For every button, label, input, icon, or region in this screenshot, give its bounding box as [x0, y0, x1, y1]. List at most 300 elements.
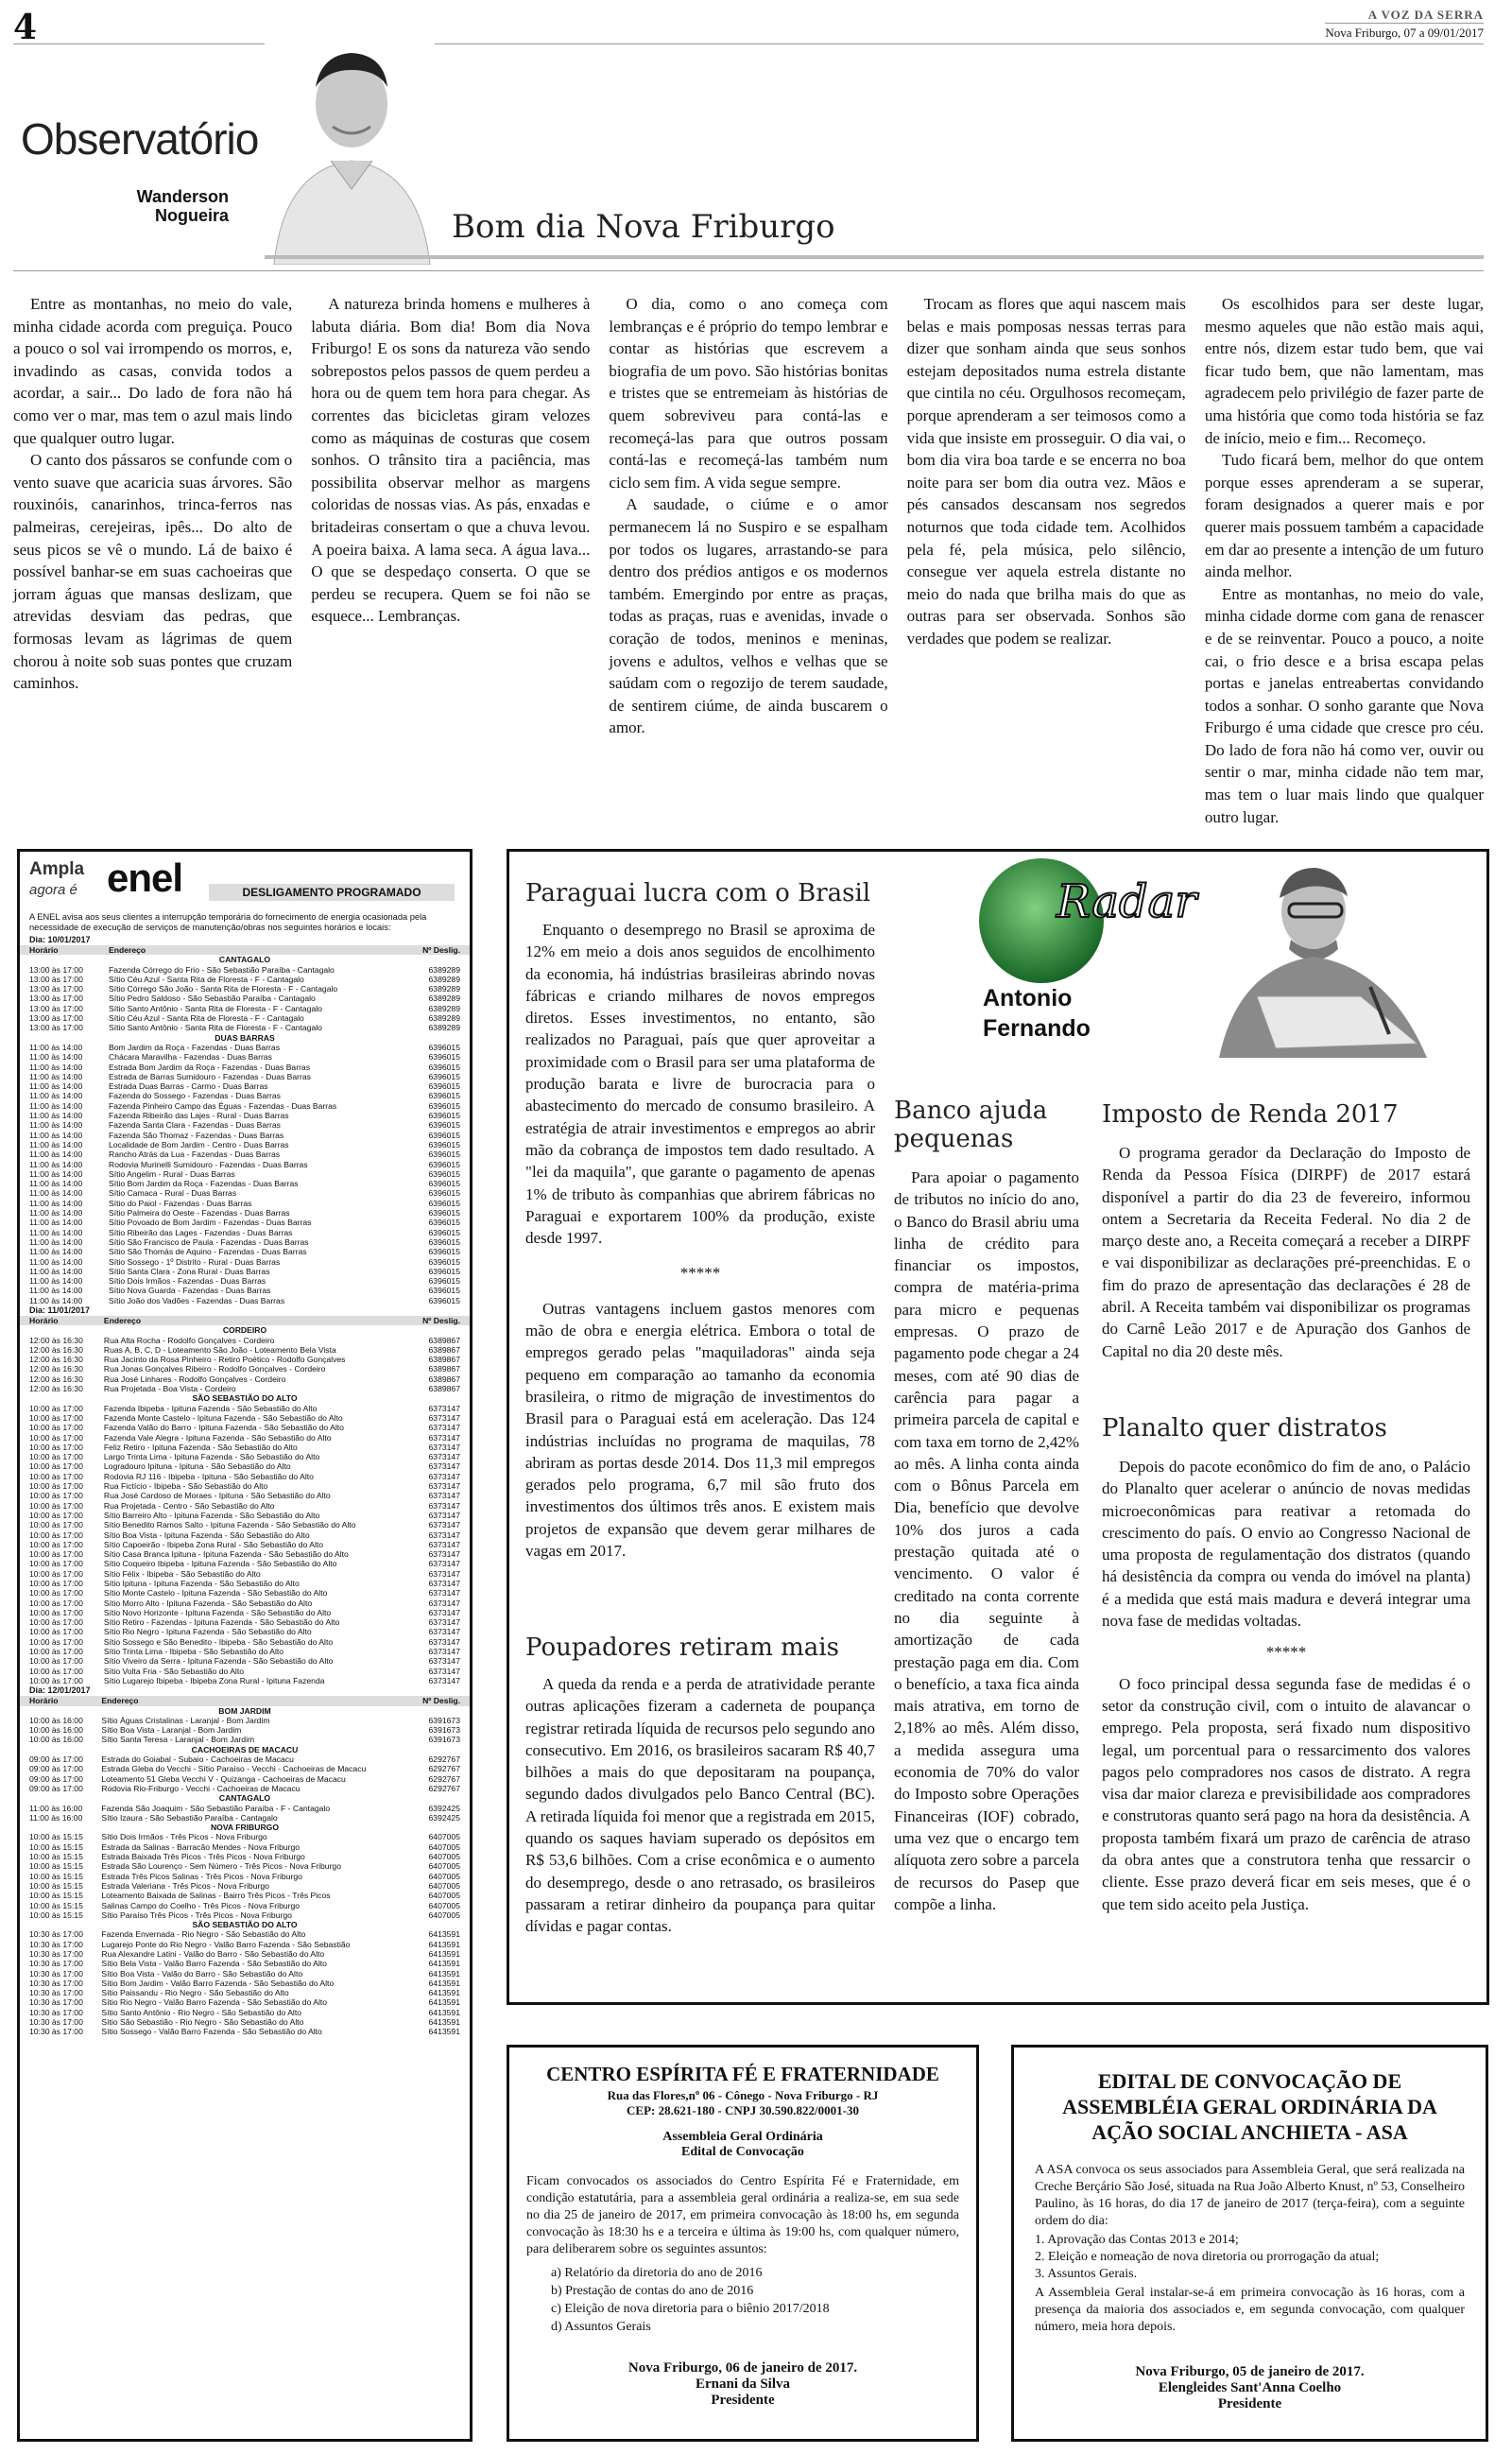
- outage-city-row: [20, 1793, 470, 1803]
- outage-row: [20, 1540, 470, 1549]
- article-column-3: [609, 293, 887, 785]
- outage-time: 10:00 às 17:00: [29, 1627, 83, 1637]
- outage-number: 6396015: [428, 1198, 460, 1208]
- outage-address: Fazenda Monte Castelo - Ipituna Fazenda - São Sebastião do Alto: [103, 1412, 343, 1423]
- outage-number: 6389289: [428, 1023, 460, 1033]
- outage-row: [20, 1013, 470, 1023]
- outage-time: 11:00 às 16:00: [29, 1812, 83, 1823]
- outage-number: 6396015: [428, 1227, 460, 1237]
- outage-row: [20, 1140, 470, 1149]
- outage-address: Lugarejo Ponte do Rio Negro - Valão Barro Fazenda - São Sebastião: [101, 1939, 351, 1949]
- outage-time: 11:00 às 14:00: [29, 1149, 83, 1160]
- outage-time: 11:00 às 14:00: [29, 1236, 83, 1247]
- outage-address: Rancho Atrás da Lua - Fazendas - Duas Barras: [108, 1149, 281, 1160]
- outage-row: [20, 1023, 470, 1032]
- outage-col-number: Nº Deslig.: [403, 1316, 470, 1325]
- outage-row: [20, 1832, 470, 1841]
- outage-number: 6413591: [428, 1988, 460, 1998]
- outage-address: Loteamento 51 Gleba Vecchi V - Quizanga - Cachoeiras de Macacu: [101, 1773, 346, 1784]
- banco-article: [894, 1097, 1079, 1915]
- outage-time: 13:00 às 17:00: [29, 1003, 83, 1013]
- outage-number: 6389289: [428, 994, 460, 1004]
- outage-number: 6292767: [428, 1773, 460, 1784]
- outage-address: Sítio Sossego - Valão Barro Fazenda - São Sebastião do Alto: [101, 2027, 322, 2037]
- outage-row: [20, 1617, 470, 1627]
- outage-number: 6292767: [428, 1754, 460, 1765]
- poupadores-article: [525, 1633, 875, 1938]
- outage-address: Sítio Dois Irmãos - Três Picos - Nova Friburgo: [101, 1832, 267, 1842]
- outage-time: 10:00 às 17:00: [29, 1481, 83, 1492]
- outage-row: [20, 1764, 470, 1773]
- outage-time: 11:00 às 14:00: [29, 1286, 83, 1296]
- outage-time: 10:30 às 17:00: [29, 1978, 83, 1988]
- outage-time: 11:00 às 14:00: [29, 1100, 83, 1111]
- outage-number: 6396015: [428, 1236, 460, 1247]
- outage-address: Sítio Félix - Ibipeba - São Sebastião do Alto: [103, 1568, 261, 1579]
- outage-row: [20, 1131, 470, 1140]
- outage-address: Sítio São Francisco de Paula - Fazendas - Duas Barras: [108, 1236, 309, 1247]
- outage-time: 13:00 às 17:00: [29, 994, 83, 1004]
- outage-number: 6389867: [428, 1355, 460, 1365]
- outage-time: 10:00 às 17:00: [29, 1675, 83, 1685]
- outage-time: 10:00 às 17:00: [29, 1529, 83, 1540]
- outage-address: Sítio Dois Irmãos - Fazendas - Duas Barras: [108, 1276, 266, 1287]
- outage-address: Sítio Céu Azul - Santa Rita de Floresta - F - Cantagalo: [108, 974, 304, 984]
- outage-number: 6396015: [428, 1188, 460, 1199]
- outage-city: CANTAGALO: [218, 955, 271, 965]
- outage-address: Sítio Capoeirão - Ibipeba Zona Rural - São Sebastião do Alto: [103, 1539, 324, 1549]
- cefe-item: a) Relatório da diretoria do ano de 2016: [551, 2266, 763, 2280]
- outage-time: 10:00 às 17:00: [29, 1412, 83, 1423]
- cefe-title: CENTRO ESPÍRITA FÉ E FRATERNIDADE: [546, 2063, 939, 2085]
- paraguai-title: Paraguai lucra com o Brasil: [525, 879, 871, 907]
- article-paragraph: Trocam as flores que aqui nascem mais belas e mais pomposas nessas terras para dizer que sonham ainda que seus sonhos estejam depositados numa estrela distante que cintila no céu. Orgulhosos recomeçam, porque aprenderam a ser teimosos como a vida que insiste em prosseguir. O dia vai, o bom dia vira boa tarde e se encerra no boa noite para ser bom dia outra vez. Mãos e pés cansados descansam nos segredos noturnos que toda cidade tem. Acolhidos pela fé, pela música, pelo silêncio, consegue ver aquela estrela distante no meio do nada que brilha mais do que as outras para ser observada. Sonhos são verdades que podem se realizar.: [906, 295, 1186, 648]
- outage-time: 13:00 às 17:00: [29, 974, 83, 984]
- outage-address: Sítio Boa Vista - Valão do Barro - São Sebastião do Alto: [101, 1968, 303, 1979]
- outage-time: 10:00 às 17:00: [29, 1500, 83, 1511]
- planalto-paragraph: O foco principal dessa segunda fase de medidas é o setor da construção civil, com o intuito de alavancar o emprego. Pela proposta, será fixado num dispositivo legal, um porcentual para o ressarcimento dos valores pagos pelo compradores nos casos de distrato. A regra visa dar maior clareza e previsibilidade aos compradores e construtoras quanto será pago na hora da desistência. A proposta também fixará um prazo de carência de atraso da obra antes que a construtora tenha que ressarcir o cliente. Esse prazo deverá ficar em seis meses, que é o que tem sido aceito pela Justiça.: [1102, 1674, 1470, 1913]
- article-column-2: [311, 293, 590, 785]
- outage-time: 10:00 às 15:15: [29, 1832, 83, 1842]
- outage-city: DUAS BARRAS: [215, 1032, 275, 1043]
- outage-number: 6373147: [428, 1588, 460, 1599]
- outage-row: [20, 1667, 470, 1676]
- outage-address: Sítio Ribeirão das Lages - Fazendas - Duas Barras: [108, 1227, 293, 1237]
- outage-row: [20, 1910, 470, 1920]
- outage-row: [20, 1676, 470, 1685]
- outage-time: 11:00 às 14:00: [29, 1168, 83, 1179]
- cefe-date: Nova Friburgo, 06 de janeiro de 2017.: [627, 2360, 858, 2376]
- outage-list: [20, 935, 470, 2037]
- outage-time: 10:00 às 17:00: [29, 1656, 83, 1667]
- outage-row: [20, 1530, 470, 1540]
- outage-time: 10:00 às 17:00: [29, 1636, 83, 1647]
- outage-address: Sítio Pedro Saldoso - São Sebastião Paraíba - Cantagalo: [108, 994, 316, 1004]
- outage-number: 6396015: [428, 1100, 460, 1111]
- outage-number: 6373147: [428, 1423, 460, 1433]
- outage-address: Sítio Santa Teresa - Laranjal - Bom Jardim: [101, 1735, 255, 1745]
- outage-row: [20, 1861, 470, 1871]
- column-article: [13, 293, 1485, 826]
- outage-city-row: [20, 955, 470, 964]
- radar-author: Antonio Fernando: [983, 985, 1091, 1042]
- outage-time: 10:00 às 15:15: [29, 1880, 83, 1891]
- outage-row: [20, 1404, 470, 1413]
- outage-address: Sítio Viveiro da Serra - Ipituna Fazenda - São Sebastião do Alto: [103, 1656, 334, 1667]
- article-paragraph: O dia, como o ano começa com lembranças e é próprio do tempo lembrar e contar as histórias que escrevem a biografia de um povo. São histórias bonitas e tristes que se entremeiam às histórias de quem sobreviveu para contá-las e recomeçá-las para que outros possam contá-las e recomeçá-las também num ciclo sem fim. A vida segue sempre.: [609, 295, 888, 492]
- outage-row: [20, 1754, 470, 1764]
- outage-row: [20, 1716, 470, 1725]
- outage-address: Rodovia Murinelli Sumidouro - Fazendas - Duas Barras: [108, 1159, 308, 1169]
- outage-city-row: [20, 1393, 470, 1403]
- outage-city: NOVA FRIBURGO: [210, 1823, 280, 1833]
- ir-paragraph: O programa gerador da Declaração do Imposto de Renda da Pessoa Física (DIRPF) de 2017 estará disponível a partir do dia 23 de fevereiro, informou ontem a Secretaria da Receita Federal. No dia 2 de março deste ano, a Receita começará a receber a DIRPF e vai disponibilizar as declarações pré-preenchidas. E o fim do prazo de apresentação das declarações é 28 de abril. A Receita também vai disponibilizar os programas do Carnê Leão 2017 e de Apuração dos Ganhos de Capital no dia 20 deste mês.: [1102, 1144, 1470, 1360]
- outage-address: Estrada Bom Jardim da Roça - Fazendas - Duas Barras: [108, 1062, 311, 1072]
- outage-time: 10:00 às 17:00: [29, 1423, 83, 1433]
- cefe-sub2: Edital de Convocação: [681, 2145, 804, 2159]
- outage-number: 6413591: [428, 1978, 460, 1988]
- outage-address: Estrada da Salinas - Barracão Mendes - Nova Friburgo: [101, 1841, 301, 1852]
- outage-city-row: [20, 1745, 470, 1754]
- outage-row: [20, 1101, 470, 1111]
- article-paragraph: Entre as montanhas, no meio do vale, minha cidade dorme com gana de renascer e de se reinventar. Pouco a pouco, a noite cai, o frio desce e a brisa escapa pelas portas e janelas entreabertas convidando todos a sonhar. O sonho garante que Nova Friburgo é uma cidade que cresce pro céu. Do lado de fora não há como ver, ouvir ou sentir o mar, minha cidade não tem mar, mas tem o luar mais lindo que qualquer outro lugar.: [1204, 584, 1485, 826]
- outage-address: Sítio Retiro - Fazendas - Ipituna Fazenda - São Sebastião do Alto: [103, 1617, 340, 1628]
- planalto-body: [1102, 1456, 1470, 1915]
- outage-time: 12:00 às 16:30: [29, 1335, 83, 1345]
- outage-address: Fazenda São Joaquim - São Sebastião Paraíba - F - Cantagalo: [101, 1803, 331, 1813]
- outage-row: [20, 1081, 470, 1091]
- outage-number: 6373147: [428, 1598, 460, 1608]
- outage-time: 10:00 às 17:00: [29, 1666, 83, 1676]
- outage-address: Sítio Benedito Ramos Salto - Ipituna Fazenda - São Sebastião do Alto: [103, 1520, 356, 1530]
- outage-time: 11:00 às 14:00: [29, 1081, 83, 1092]
- outage-address: Rua Jacinto da Rosa Pinheiro - Retiro Poético - Rodolfo Gonçalves: [103, 1355, 346, 1365]
- outage-number: 6373147: [428, 1627, 460, 1637]
- outage-number: 6373147: [428, 1647, 460, 1657]
- cefe-role: Presidente: [711, 2393, 775, 2408]
- outage-col-number: Nº Deslig.: [405, 1696, 470, 1705]
- outage-time: 13:00 às 17:00: [29, 964, 83, 975]
- outage-time: 12:00 às 16:30: [29, 1364, 83, 1374]
- outage-address: Rua Alexandre Latini - Valão do Barro - São Sebastião do Alto: [101, 1948, 325, 1959]
- outage-number: 6373147: [428, 1452, 460, 1462]
- outage-row: [20, 1247, 470, 1256]
- outage-row: [20, 1647, 470, 1656]
- outage-number: 6396015: [428, 1149, 460, 1160]
- outage-row: [20, 1091, 470, 1100]
- outage-number: 6392425: [428, 1803, 460, 1813]
- outage-number: 6407005: [428, 1861, 460, 1872]
- author-portrait: [265, 28, 435, 265]
- outage-time: 11:00 às 14:00: [29, 1188, 83, 1199]
- outage-time: 10:00 às 17:00: [29, 1549, 83, 1560]
- outage-city: CACHOEIRAS DE MACACU: [191, 1744, 299, 1754]
- outage-address: Fazenda Ibipeba - Ipituna Fazenda - São Sebastião do Alto: [103, 1403, 318, 1413]
- outage-row: [20, 1929, 470, 1939]
- outage-number: 6389867: [428, 1344, 460, 1355]
- outage-row: [20, 1296, 470, 1305]
- outage-number: 6373147: [428, 1607, 460, 1617]
- outage-time: 11:00 às 14:00: [29, 1208, 83, 1218]
- outage-address: Sítio Santa Clara - Zona Rural - Duas Barras: [108, 1266, 270, 1276]
- cefe-body: Ficam convocados os associados do Centro Espírita Fé e Fraternidade, em condição estatutária, para a assembleia geral ordinária a realiza-se, em sua sede no dia 25 de janeiro de 2017, em primeira convocação às 18:00 hs, em segunda convocação às 18:30 hs e a terceira e última às 19:00 hs, com qualquer número, para deliberarem sobre os seguintes assuntos:: [526, 2174, 959, 2256]
- outage-row: [20, 1872, 470, 1881]
- enel-outage-notice: [17, 849, 472, 2442]
- outage-address: Loteamento Baixada de Salinas - Bairro Três Picos - Três Picos: [101, 1891, 331, 1901]
- paraguai-paragraph: Outras vantagens incluem gastos menores com mão de obra e energia elétrica. Embora o total de empregos gerado pelas "maquiladoras" ainda seja pequeno em comparação ao tamanho da economia brasileira, o ritmo de migração de investimentos do Brasil para o Paraguai está em aceleração. Das 124 indústrias incluídas no programa de maquilas, 78 abriram as portas desde 2014. Dos 11,3 mil empregos gerados pelo programa, 6,7 mil são fruto dos investimentos dos últimos três anos. E existem mais projetos de expansão que devem gerar milhares de vagas em 2017.: [525, 1299, 875, 1561]
- outage-row: [20, 1063, 470, 1072]
- outage-row: [20, 1433, 470, 1443]
- outage-row: [20, 1842, 470, 1852]
- outage-address: Sítio Monte Castelo - Ipituna Fazenda - São Sebastião do Alto: [103, 1588, 328, 1599]
- column-author: Wanderson Nogueira: [136, 187, 229, 225]
- outage-time: 11:00 às 14:00: [29, 1227, 83, 1237]
- outage-time: 10:00 às 16:00: [29, 1725, 83, 1736]
- outage-intro: A ENEL avisa aos seus clientes a interrupção temporária do fornecimento de energia ocasionada pela necessidade de execução de serviços de manutenção/obras nos seguintes horários e locais:: [29, 912, 427, 932]
- outage-time: 10:00 às 15:15: [29, 1852, 83, 1862]
- outage-time: 10:00 às 17:00: [29, 1617, 83, 1628]
- outage-number: 6396015: [428, 1159, 460, 1169]
- outage-number: 6373147: [428, 1529, 460, 1540]
- outage-row: [20, 1901, 470, 1910]
- outage-number: 6413591: [428, 2007, 460, 2017]
- outage-address: Estrada do Goiabal - Subaio - Cachoeiras de Macacu: [101, 1754, 294, 1765]
- outage-row: [20, 1286, 470, 1295]
- outage-city: CORDEIRO: [222, 1325, 267, 1336]
- outage-time: 11:00 às 14:00: [29, 1266, 83, 1276]
- outage-time: 10:00 às 15:15: [29, 1841, 83, 1852]
- outage-address: Sítio Bom Jardim - Valão Barro Fazenda - São Sebastião do Alto: [101, 1978, 335, 1988]
- outage-time: 11:00 às 14:00: [29, 1276, 83, 1287]
- outage-time: 10:30 às 17:00: [29, 1959, 83, 1969]
- outage-row: [20, 1052, 470, 1062]
- outage-time: 10:00 às 15:15: [29, 1891, 83, 1901]
- outage-address: Sítio Volta Fria - São Sebastião do Alto: [103, 1666, 244, 1676]
- outage-address: Fazenda Vale Alegra - Ipituna Fazenda - São Sebastião do Alto: [103, 1432, 332, 1443]
- outage-address: Bom Jardim da Roça - Fazendas - Duas Barras: [108, 1042, 280, 1052]
- outage-row: [20, 1520, 470, 1529]
- outage-number: 6373147: [428, 1500, 460, 1511]
- outage-time: 10:30 às 17:00: [29, 1929, 83, 1940]
- outage-number: 6396015: [428, 1130, 460, 1140]
- outage-address: Sítio Sossego e São Benedito - Ibipeba - São Sebastião do Alto: [103, 1636, 334, 1647]
- outage-number: 6373147: [428, 1559, 460, 1569]
- outage-time: 10:00 às 16:00: [29, 1735, 83, 1745]
- outage-time: 11:00 às 14:00: [29, 1120, 83, 1131]
- outage-time: 10:00 às 17:00: [29, 1403, 83, 1413]
- enel-logo: enel: [107, 855, 183, 900]
- outage-number: 6373147: [428, 1471, 460, 1481]
- outage-city-row: [20, 1823, 470, 1832]
- outage-number: 6396015: [428, 1286, 460, 1296]
- outage-time: 13:00 às 17:00: [29, 984, 83, 994]
- outage-time: 10:00 às 17:00: [29, 1461, 83, 1472]
- outage-address: Sítio Boa Vista - Laranjal - Bom Jardim: [101, 1725, 242, 1736]
- outage-row: [20, 1004, 470, 1013]
- outage-number: 6396015: [428, 1208, 460, 1218]
- outage-number: 6413591: [428, 1948, 460, 1959]
- outage-row: [20, 1160, 470, 1169]
- outage-address: Estrada Gleba do Vecchi - Sítio Paraíso - Vecchi - Cachoeiras de Macacu: [101, 1764, 367, 1774]
- outage-row: [20, 1881, 470, 1891]
- outage-number: 6407005: [428, 1841, 460, 1852]
- asa-body2: A Assembleia Geral instalar-se-á em primeira convocação às 16 horas, com a presença da maioria dos associados e, em segunda convocação, com qualquer número, meia hora depois.: [1035, 2286, 1465, 2334]
- outage-row: [20, 1735, 470, 1744]
- planalto-title: Planalto quer distratos: [1102, 1414, 1387, 1443]
- asa-signer: Elengleides Sant'Anna Coelho: [1158, 2380, 1342, 2395]
- outage-number: 6407005: [428, 1852, 460, 1862]
- outage-city-row: [20, 1920, 470, 1929]
- masthead: [1325, 8, 1484, 41]
- outage-row: [20, 1891, 470, 1900]
- outage-address: Sítio Boa Vista - Ipituna Fazenda - São Sebastião do Alto: [103, 1529, 310, 1540]
- outage-row: [20, 1169, 470, 1179]
- outage-time: 10:00 às 17:00: [29, 1442, 83, 1452]
- outage-city-row: [20, 1325, 470, 1335]
- outage-address: Sítio Coqueiro Ibipeba - Ipituna Fazenda - São Sebastião do Alto: [103, 1559, 337, 1569]
- outage-row: [20, 1637, 470, 1647]
- outage-time: 10:00 às 15:15: [29, 1861, 83, 1872]
- outage-number: 6373147: [428, 1520, 460, 1530]
- banco-body: [894, 1167, 1079, 1915]
- outage-city: CANTAGALO: [218, 1793, 271, 1804]
- outage-time: 11:00 às 14:00: [29, 1071, 83, 1081]
- poupadores-paragraph: A queda da renda e a perda de atratividade perante outras aplicações fizeram a caderneta de poupança registrar retirada líquida de recursos pelo segundo ano consecutivo. Em 2016, os brasileiros sacaram R$ 40,7 bilhões a mais do que depositaram na poupança, segundo dados divulgados pelo Banco Central (BC). A retirada líquida foi menor que a registrada em 2015, quando os saques haviam superado os depósitos em R$ 53,6 bilhões. Com a crise econômica e o aumento do desemprego, desde o ano retrasado, os brasileiros passaram a retirar dinheiro da poupança para quitar dívidas e pagar contas.: [525, 1675, 875, 1936]
- outage-address: Sítio Paraíso Três Picos - Três Picos - Nova Friburgo: [101, 1910, 292, 1920]
- outage-address: Salinas Campo do Coelho - Três Picos - Nova Friburgo: [101, 1900, 301, 1910]
- outage-number: 6396015: [428, 1218, 460, 1228]
- outage-address: Sítio Camaca - Rural - Duas Barras: [108, 1188, 237, 1199]
- outage-time: 10:30 às 17:00: [29, 1939, 83, 1949]
- outage-table: [20, 1696, 470, 2036]
- outage-number: 6373147: [428, 1636, 460, 1647]
- outage-row: [20, 1336, 470, 1345]
- outage-time: 10:30 às 17:00: [29, 2007, 83, 2017]
- outage-col-address: Endereço: [92, 1696, 404, 1705]
- column-title: Observatório: [21, 114, 259, 164]
- outage-row: [20, 1413, 470, 1423]
- outage-address: Sítio Rio Negro - Ipituna Fazenda - São Sebastião do Alto: [103, 1627, 312, 1637]
- outage-time: 13:00 às 17:00: [29, 1023, 83, 1033]
- outage-row: [20, 1959, 470, 1968]
- outage-address: Sítio Casa Branca Ipituna - Ipituna Fazenda - São Sebastião do Alto: [103, 1549, 349, 1560]
- outage-row: [20, 1491, 470, 1500]
- article-paragraph: Tudo ficará bem, melhor do que ontem porque esses aprenderam a se superar, foram designados a querer mais e por querer mais possuem também a capacidade em dar ao presente a intenção de um futuro ainda melhor.: [1204, 451, 1485, 581]
- article-paragraph: A natureza brinda homens e mulheres à labuta diária. Bom dia! Bom dia Nova Friburgo! E os sons da natureza vão sendo sobrepostos pelos passos de quem perdeu a hora ou de quem tem hora para chegar. As correntes das bicicletas giram velozes como as máquinas de costuras que cosem sonhos. O trânsito tira a paciência, mas possibilita observar melhor as margens coloridas de nossas vias. As pás, enxadas e britadeiras consertam o que a chuva levou. A poeira baixa. A lama seca. A água lava... O que se despedaço conserta. O que se perdeu se recupera. Quem se foi não se esquece... Lembranças.: [311, 295, 591, 626]
- outage-time: 10:00 às 17:00: [29, 1452, 83, 1462]
- outage-row: [20, 1199, 470, 1208]
- outage-col-time: Horário: [20, 945, 99, 955]
- outage-address: Sítio Céu Azul - Santa Rita de Floresta - F - Cantagalo: [108, 1013, 304, 1024]
- outage-time: 10:00 às 17:00: [29, 1598, 83, 1608]
- outage-table-header: [20, 945, 470, 955]
- outage-row: [20, 1784, 470, 1793]
- outage-row: [20, 965, 470, 975]
- outage-row: [20, 975, 470, 984]
- outage-number: 6373147: [428, 1549, 460, 1560]
- article-paragraph: O canto dos pássaros se confunde com o vento suave que acaricia suas árvores. São rouxinóis, canarinhos, trinca-ferros nas palmeiras, cerejeiras, ipês... Do alto de seus picos se vê o mundo. Lá de baixo é possível banhar-se em suas cachoeiras que jorram águas que mansas deslizam, que atrevidas desviam das pedras, que formosas levam as lágrimas de quem chorou à noite sob suas pontes que cruzam caminhos.: [13, 451, 293, 693]
- outage-address: Sítio Bela Vista - Valão Barro Fazenda - São Sebastião do Alto: [101, 1959, 327, 1969]
- outage-row: [20, 1218, 470, 1227]
- outage-number: 6396015: [428, 1266, 460, 1276]
- outage-time: 10:00 às 17:00: [29, 1607, 83, 1617]
- outage-time: 10:00 às 17:00: [29, 1568, 83, 1579]
- outage-number: 6396015: [428, 1168, 460, 1179]
- outage-address: Sítio Barreiro Alto - Ipituna Fazenda - São Sebastião do Alto: [103, 1510, 320, 1520]
- outage-number: 6396015: [428, 1062, 460, 1072]
- outage-city: SÃO SEBASTIÃO DO ALTO: [192, 1920, 298, 1930]
- outage-number: 6373147: [428, 1617, 460, 1628]
- outage-row: [20, 1725, 470, 1735]
- outage-number: 6373147: [428, 1432, 460, 1443]
- cefe-notice: [507, 2045, 979, 2442]
- outage-address: Sítio Córrego São João - Santa Rita de Floresta - F - Cantagalo: [108, 984, 338, 994]
- outage-number: 6413591: [428, 1939, 460, 1949]
- outage-time: 10:00 às 16:00: [29, 1715, 83, 1725]
- asa-item: 2. Eleição e nomeação de nova diretoria ou prorrogação da atual;: [1035, 2250, 1380, 2264]
- separator: *****: [1265, 1643, 1307, 1662]
- outage-time: 11:00 às 14:00: [29, 1247, 83, 1257]
- outage-address: Sítio Paissandu - Rio Negro - São Sebastião do Alto: [101, 1988, 289, 1998]
- outage-time: 10:00 às 17:00: [29, 1539, 83, 1549]
- outage-address: Chácara Maravilha - Fazendas - Duas Barras: [108, 1052, 272, 1063]
- outage-address: Estrada Baixada Três Picos - Três Picos - Nova Friburgo: [101, 1852, 305, 1862]
- cefe-items: [551, 2264, 959, 2336]
- outage-address: Estrada de Barras Sumidouro - Fazendas - Duas Barras: [108, 1071, 311, 1081]
- outage-address: Sítio Águas Cristalinas - Laranjal - Bom Jardim: [101, 1715, 270, 1725]
- outage-row: [20, 1569, 470, 1579]
- outage-time: 11:00 às 14:00: [29, 1042, 83, 1052]
- outage-number: 6373147: [428, 1510, 460, 1520]
- edition-date: Nova Friburgo, 07 a 09/01/2017: [1325, 23, 1484, 41]
- cefe-sub1: Assembleia Geral Ordinária: [662, 2130, 823, 2144]
- ir-body: [1102, 1142, 1470, 1362]
- outage-time: 12:00 às 16:30: [29, 1374, 83, 1384]
- outage-address: Sítio Ipituna - Ipituna Fazenda - São Sebastião do Alto: [103, 1579, 300, 1588]
- article-paragraph: Entre as montanhas, no meio do vale, minha cidade acorda com preguiça. Pouco a pouco o sol vai irrompendo os morros, e, invadindo as casas, convida todos a acordar, a sair... Do lado de fora não há como ver o mar, mas tem o azul mais lindo que qualquer outro lugar.: [13, 295, 293, 447]
- outage-number: 6389289: [428, 974, 460, 984]
- outage-day-label: Dia: 11/01/2017: [29, 1305, 91, 1315]
- outage-row: [20, 984, 470, 994]
- outage-row: [20, 1511, 470, 1520]
- article-paragraph: Os escolhidos para ser deste lugar, mesmo aqueles que não estão mais aqui, entre nós, dizem estar tudo bem, que vai ficar tudo bem, que não lamentam, mas agradecem pelo privilégio de fazer parte de uma história que como toda história se faz de início, meio e fim... Recomeço.: [1204, 295, 1485, 447]
- outage-address: Sítio São Thomás de Aquino - Fazendas - Duas Barras: [108, 1247, 307, 1257]
- section-rule: [13, 270, 1484, 271]
- outage-time: 10:30 às 17:00: [29, 1948, 83, 1959]
- outage-col-address: Endereço: [94, 1316, 403, 1325]
- outage-time: 10:30 às 17:00: [29, 2017, 83, 2028]
- outage-row: [20, 1237, 470, 1247]
- outage-address: Sítio Trinta Lima - Ibipeba - São Sebastião do Alto: [103, 1647, 284, 1657]
- outage-col-time: Horário: [20, 1316, 94, 1325]
- outage-number: 6373147: [428, 1461, 460, 1472]
- poupadores-body: [525, 1673, 875, 1938]
- outage-row: [20, 1979, 470, 1988]
- outage-address: Fazenda Córrego do Frio - São Sebastião Paraíba - Cantagalo: [108, 964, 335, 975]
- cefe-cep: CEP: 28.621-180 - CNPJ 30.590.822/0001-30: [627, 2103, 859, 2117]
- outage-address: Fazenda Valão do Barro - Ipituna Fazenda - São Sebastião do Alto: [103, 1423, 344, 1433]
- outage-address: Fazenda Ribeirão das Lajes - Rural - Duas Barras: [108, 1111, 289, 1121]
- outage-row: [20, 1345, 470, 1355]
- outage-number: 6389867: [428, 1374, 460, 1384]
- outage-time: 09:00 às 17:00: [29, 1754, 83, 1765]
- outage-number: 6407005: [428, 1900, 460, 1910]
- outage-col-number: Nº Deslig.: [399, 945, 470, 955]
- outage-number: 6407005: [428, 1910, 460, 1920]
- outage-row: [20, 1461, 470, 1471]
- outage-row: [20, 1656, 470, 1666]
- outage-row: [20, 1149, 470, 1159]
